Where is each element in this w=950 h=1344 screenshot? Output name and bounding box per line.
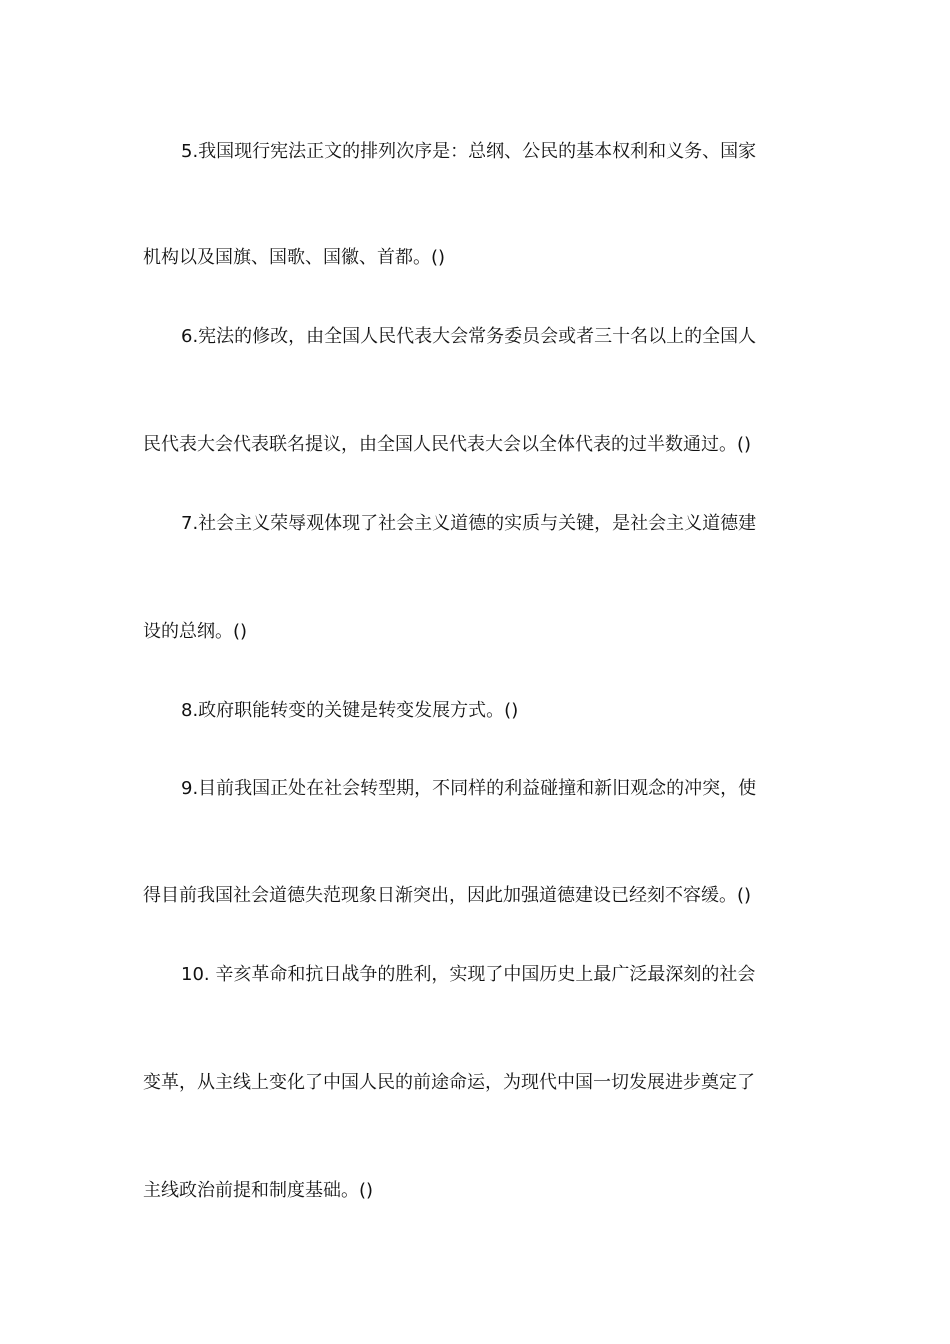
question-5-line-1: 5.我国现行宪法正文的排列次序是：总纲、公民的基本权利和义务、国家 [181, 141, 757, 162]
question-6-line-2: 民代表大会代表联名提议，由全国人民代表大会以全体代表的过半数通过。() [143, 434, 752, 455]
question-9-line-2: 得目前我国社会道德失范现象日渐突出，因此加强道德建设已经刻不容缓。() [143, 885, 752, 906]
question-7-line-2: 设的总纲。() [143, 621, 248, 642]
question-5-line-2: 机构以及国旗、国歌、国徽、首都。() [143, 247, 446, 268]
question-8-line-1: 8.政府职能转变的关键是转变发展方式。() [181, 700, 519, 721]
question-9-line-1: 9.目前我国正处在社会转型期，不同样的利益碰撞和新旧观念的冲突，使 [181, 778, 757, 799]
question-10-line-3: 主线政治前提和制度基础。() [143, 1180, 374, 1201]
question-10-line-2: 变革，从主线上变化了中国人民的前途命运，为现代中国一切发展进步奠定了 [143, 1072, 755, 1093]
question-6-line-1: 6.宪法的修改，由全国人民代表大会常务委员会或者三十名以上的全国人 [181, 326, 757, 347]
question-10-line-1: 10. 辛亥革命和抗日战争的胜利，实现了中国历史上最广泛最深刻的社会 [181, 964, 756, 985]
question-7-line-1: 7.社会主义荣辱观体现了社会主义道德的实质与关键，是社会主义道德建 [181, 513, 757, 534]
